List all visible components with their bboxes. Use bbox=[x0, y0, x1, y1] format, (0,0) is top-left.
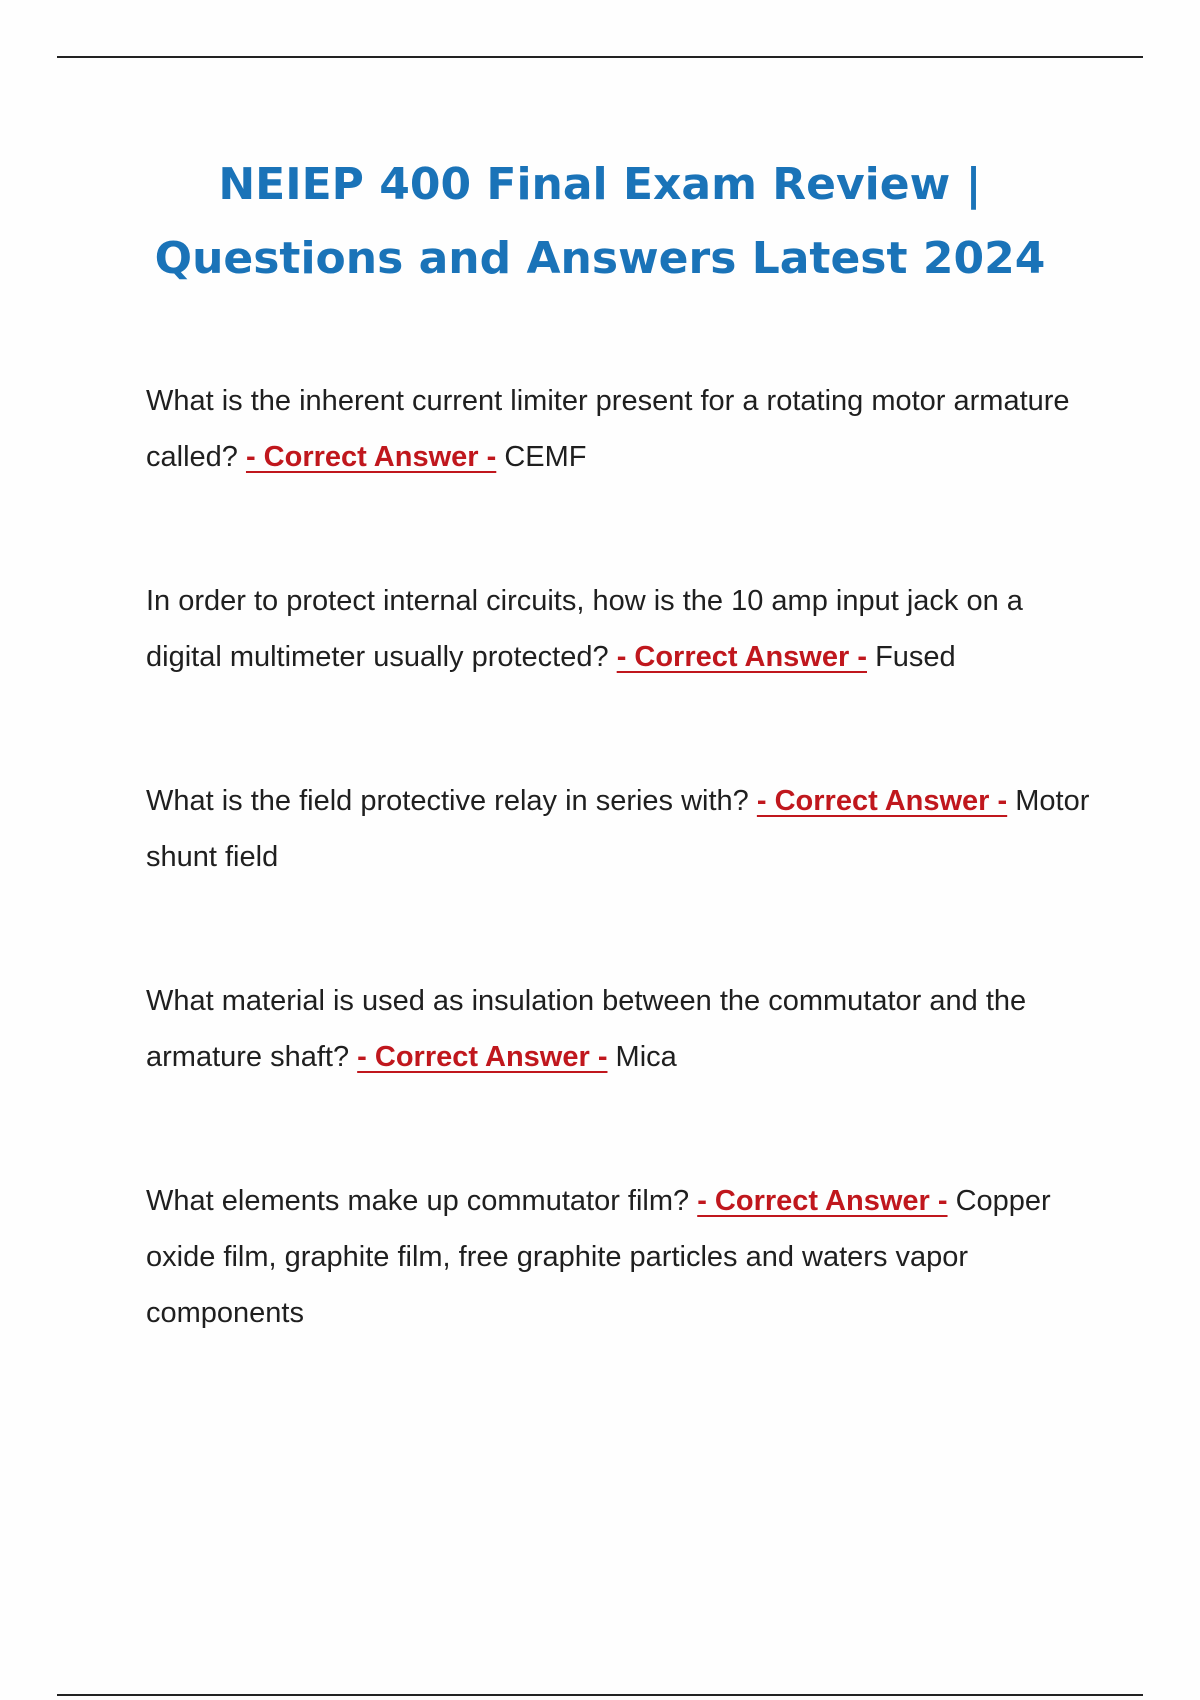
question-text: In order to protect internal circuits, how is the 10 amp input jack on a digital multimeter usually protected? bbox=[146, 585, 1023, 673]
title-line-1: NEIEP 400 Final Exam Review | bbox=[218, 159, 982, 210]
question-text: What is the field protective relay in series with? bbox=[146, 785, 749, 817]
correct-answer-label: - Correct Answer - bbox=[245, 441, 497, 473]
qa-item bbox=[146, 773, 1096, 885]
qa-item bbox=[146, 373, 1096, 485]
header-rule bbox=[57, 56, 1143, 58]
qa-list bbox=[146, 373, 1096, 1341]
title-line-2: Questions and Answers Latest 2024 bbox=[154, 233, 1046, 284]
answer-text: Fused bbox=[875, 641, 956, 673]
question-text: What is the inherent current limiter present for a rotating motor armature called? bbox=[146, 385, 1070, 473]
answer-text: Motor shunt field bbox=[146, 785, 1090, 873]
answer-text: CEMF bbox=[504, 441, 587, 473]
qa-item bbox=[146, 1173, 1096, 1341]
answer-text: Mica bbox=[615, 1041, 677, 1073]
qa-item bbox=[146, 573, 1096, 685]
question-text: What material is used as insulation between the commutator and the armature shaft? bbox=[146, 985, 1027, 1073]
correct-answer-label: - Correct Answer - bbox=[697, 1185, 948, 1217]
document-title bbox=[100, 148, 1100, 296]
footer-rule bbox=[57, 1694, 1143, 1696]
question-text: What elements make up commutator film? bbox=[146, 1185, 690, 1217]
qa-item bbox=[146, 973, 1096, 1085]
answer-text: Copper oxide film, graphite film, free graphite particles and waters vapor components bbox=[146, 1185, 1051, 1329]
correct-answer-label: - Correct Answer - bbox=[616, 641, 867, 673]
correct-answer-label: - Correct Answer - bbox=[357, 1041, 608, 1073]
correct-answer-label: - Correct Answer - bbox=[756, 785, 1008, 817]
